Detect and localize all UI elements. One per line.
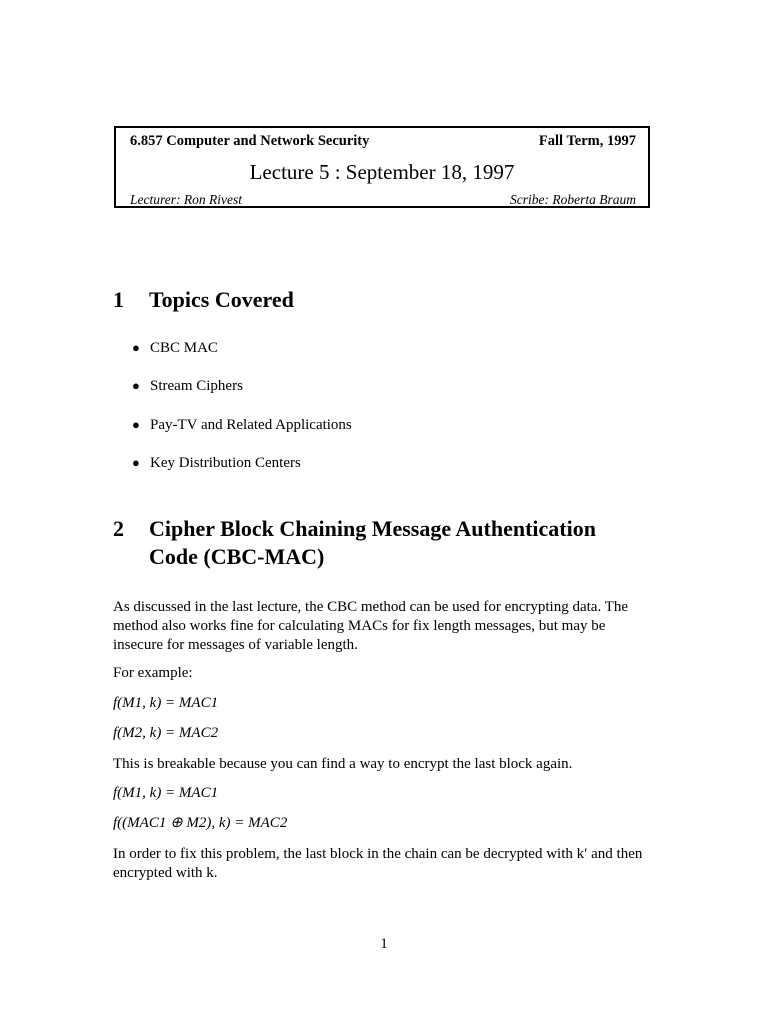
list-item-label: Pay-TV and Related Applications <box>150 416 352 433</box>
paragraph-fix-problem: In order to fix this problem, the last block in the chain can be decrypted with k′ and then encrypted with k. <box>113 846 643 881</box>
lecturer: Lecturer: Ron Rivest <box>130 192 242 207</box>
section-2-title-line2: Code (CBC-MAC) <box>149 544 325 569</box>
list-item-label: Stream Ciphers <box>150 378 243 395</box>
scribe: Scribe: Roberta Braum <box>510 192 636 207</box>
list-item-label: Key Distribution Centers <box>150 454 301 471</box>
list-item <box>132 453 352 491</box>
topics-list <box>132 338 352 491</box>
bullet-icon: ● <box>132 454 140 470</box>
lecture-title: Lecture 5 : September 18, 1997 <box>249 160 515 184</box>
equation-1: f(M1, k) = MAC1 <box>113 695 219 711</box>
equation-4: f((MAC1 ⊕ M2), k) = MAC2 <box>113 815 288 831</box>
equation-2: f(M2, k) = MAC2 <box>113 725 219 741</box>
list-item <box>132 338 352 376</box>
section-2-heading <box>113 515 669 571</box>
equation-3: f(M1, k) = MAC1 <box>113 785 219 801</box>
section-2-title-line1: Cipher Block Chaining Message Authentication <box>149 516 596 541</box>
header-bottom-row <box>130 192 636 208</box>
list-item <box>132 376 352 414</box>
paragraph-breakable: This is breakable because you can find a way to encrypt the last block again. <box>113 756 573 772</box>
bullet-icon: ● <box>132 378 140 394</box>
section-1-title: Topics Covered <box>149 287 294 312</box>
list-item-label: CBC MAC <box>150 340 218 356</box>
course-title: 6.857 Computer and Network Security <box>130 133 370 149</box>
lecture-header-box <box>114 126 650 208</box>
section-2-title <box>149 515 669 571</box>
header-top-row <box>130 133 636 153</box>
bullet-icon: ● <box>132 340 140 355</box>
bullet-icon: ● <box>132 416 140 432</box>
list-item <box>132 415 352 453</box>
page-number: 1 <box>380 936 388 952</box>
section-1-heading <box>113 286 669 314</box>
paragraph-for-example: For example: <box>113 665 193 681</box>
paragraph-cbc-intro: As discussed in the last lecture, the CBC method can be used for encrypting data. The method also works fine for calculating MACs for fix length messages, but may be insecure for messages of variable length. <box>113 599 629 653</box>
section-1-number: 1 <box>113 287 124 312</box>
section-2-number: 2 <box>113 516 124 541</box>
term: Fall Term, 1997 <box>538 133 636 149</box>
